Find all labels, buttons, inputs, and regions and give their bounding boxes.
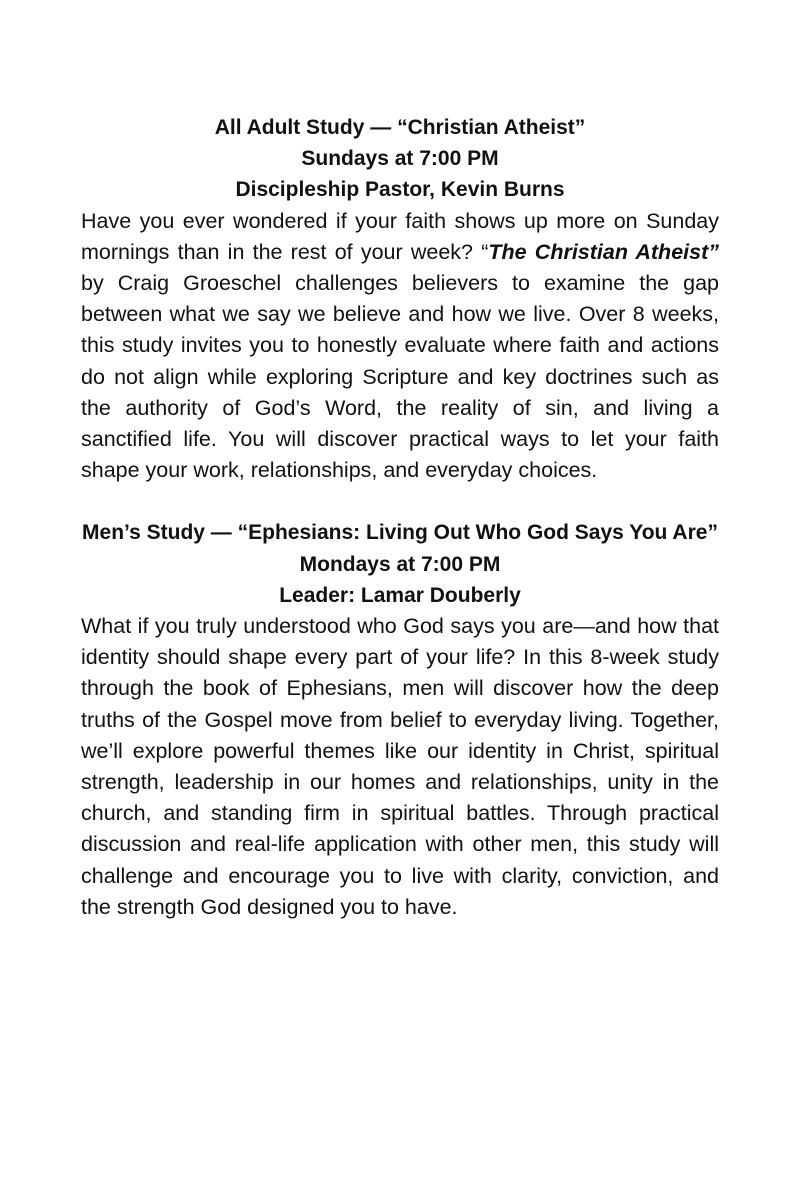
section-spacer [81, 486, 719, 517]
adult-study-schedule: Sundays at 7:00 PM [301, 147, 499, 171]
adult-study-title: All Adult Study — “Christian Atheist” [214, 116, 586, 139]
book-title-emphasis: The Christian Atheist” [488, 239, 719, 264]
mens-study-description: What if you truly understood who God says you are—and how that identity should shape every part of your life? In this 8-week study through the book of Ephesians, men will discover how the deep truths of the Gospel move from belief to everyday living. Together, we’ll explore powerful themes like our identity in Christ, spiritual strength, leadership in our homes and relationships, unity in the church, and standing firm in spiritual battles. Through practical discussion and real-life application with other men, this study will challenge and encourage you to live with clarity, conviction, and the strength God designed you to have. [81, 614, 719, 919]
mens-study-header [81, 517, 719, 611]
mens-study-schedule: Mondays at 7:00 PM [299, 552, 501, 576]
adult-study-header [81, 112, 719, 206]
document-page [81, 112, 719, 923]
mens-study-leader: Leader: Lamar Douberly [279, 583, 521, 607]
adult-study-section [81, 112, 719, 486]
adult-study-description-rest: by Craig Groeschel challenges believers to examine the gap between what we say we believe and how we live. Over 8 weeks, this study invites you to honestly evaluate where faith and actions do not align while exploring Scripture and key doctrines such as the authority of God’s Word, the reality of sin, and living a sanctified life. You will discover practical ways to let your faith shape your work, relationships, and everyday choices. [81, 271, 719, 483]
adult-study-leader: Discipleship Pastor, Kevin Burns [235, 178, 565, 202]
adult-study-description-intro: Have you ever wondered if your faith shows up more on Sunday mornings than in the rest of your week? “ [81, 208, 719, 264]
mens-study-section [81, 517, 719, 923]
mens-study-title: Men’s Study — “Ephesians: Living Out Who God Says You Are” [82, 521, 718, 545]
adult-study-description [81, 206, 719, 487]
